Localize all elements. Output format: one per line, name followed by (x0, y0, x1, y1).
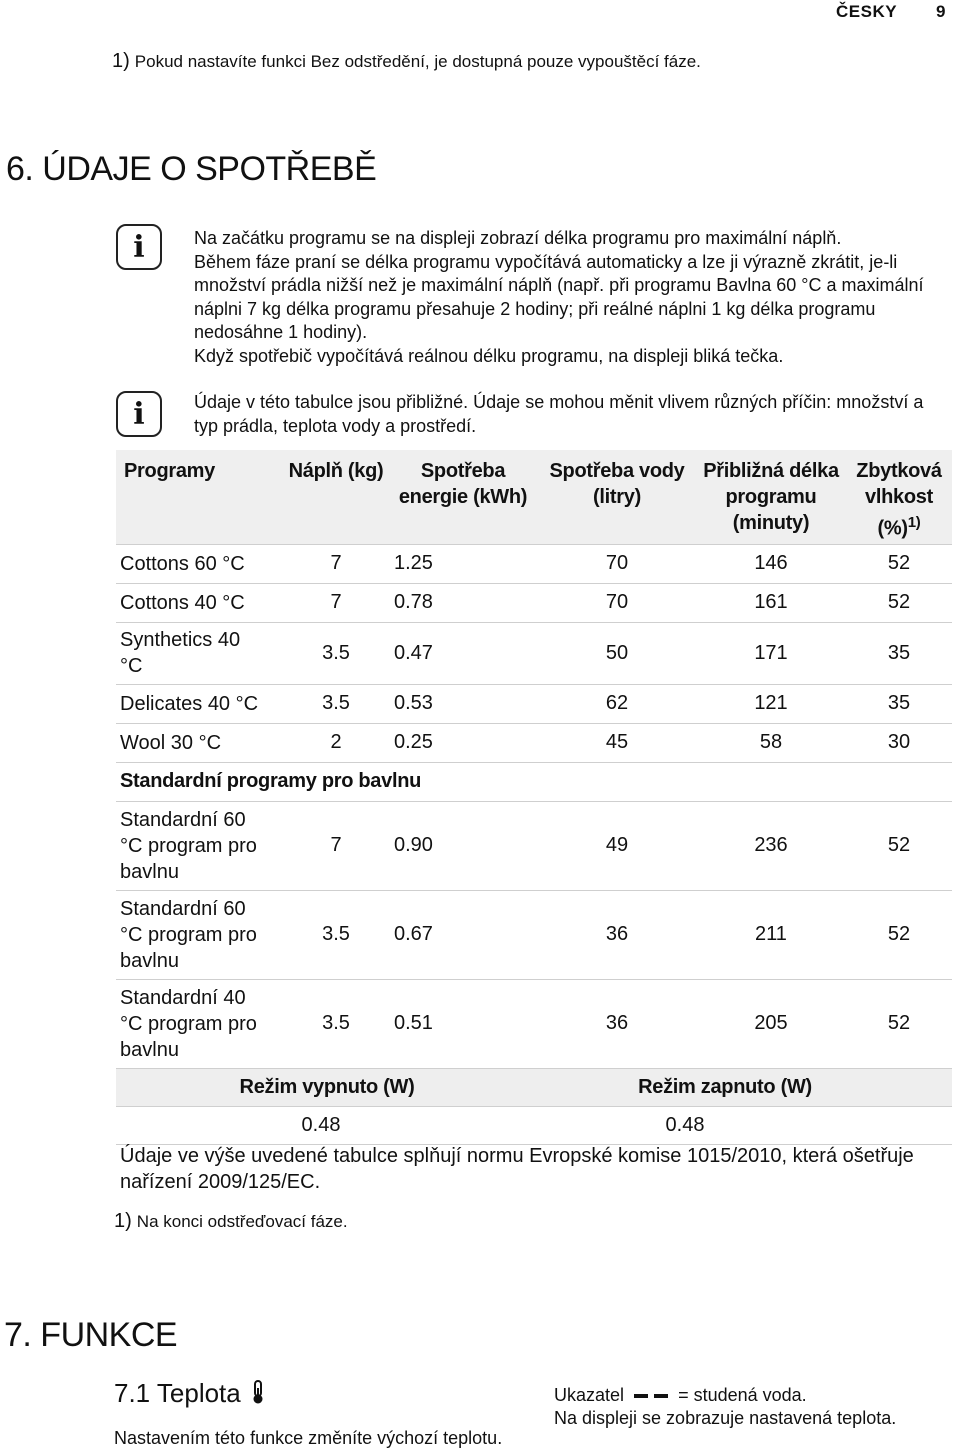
consumption-table (116, 450, 952, 1145)
section-6-title: 6. ÚDAJE O SPOTŘEBĚ (6, 150, 377, 188)
bottom-footnote (114, 1210, 348, 1233)
cold-water-dashes-icon (631, 1384, 671, 1407)
thermometer-icon (252, 1380, 264, 1404)
cell-energy: 0.47 (388, 622, 538, 684)
header-load: Náplň (kg) (284, 450, 388, 544)
cell-duration: 236 (696, 801, 846, 890)
cell-water: 49 (538, 801, 696, 890)
header-moisture-mark: 1) (907, 514, 921, 531)
cell-moisture: 52 (846, 544, 952, 583)
footnote-text: Pokud nastavíte funkci Bez odstředění, je dostupná pouze vypouštěcí fáze. (134, 52, 701, 71)
cell-program: Synthetics 40 °C (116, 622, 284, 684)
cell-water: 62 (538, 684, 696, 723)
cell-water: 36 (538, 890, 696, 979)
cell-energy: 0.90 (388, 801, 538, 890)
header-language: ČESKY (836, 2, 898, 21)
cell-duration: 161 (696, 583, 846, 622)
cell-energy: 0.25 (388, 723, 538, 762)
info-icon: i (116, 224, 162, 270)
info-line-1: Na začátku programu se na displeji zobrazí délka programu pro maximální náplň. (194, 228, 842, 248)
cell-load: 7 (284, 583, 388, 622)
power-off-value: 0.48 (116, 1106, 538, 1144)
info-block-2: Údaje v této tabulce jsou přibližné. Údaje se mohou měnit vlivem různých příčin: množství a typ prádla, teplota vody a prostředí. (194, 392, 924, 436)
power-off-label: Režim vypnuto (W) (116, 1068, 538, 1106)
cell-program: Cottons 60 °C (116, 544, 284, 583)
table-row (116, 583, 952, 622)
indicator-prefix: Ukazatel (554, 1385, 625, 1405)
cell-program: Cottons 40 °C (116, 583, 284, 622)
cell-moisture: 52 (846, 583, 952, 622)
info-icon: i (116, 391, 162, 437)
display-note: Na displeji se zobrazuje nastavená teplota. (554, 1408, 897, 1428)
table-row (116, 979, 952, 1068)
cell-duration: 205 (696, 979, 846, 1068)
cell-water: 70 (538, 583, 696, 622)
table-row (116, 801, 952, 890)
cell-moisture: 52 (846, 979, 952, 1068)
indicator-line (554, 1384, 896, 1407)
compliance-note: Údaje ve výše uvedené tabulce splňují normu Evropské komise 1015/2010, která ošetřuje nařízení 2009/125/EC. (120, 1145, 914, 1193)
cell-moisture: 35 (846, 684, 952, 723)
cell-water: 70 (538, 544, 696, 583)
cell-load: 2 (284, 723, 388, 762)
cell-load: 3.5 (284, 622, 388, 684)
power-mode-value-row (116, 1106, 952, 1144)
info-line-2: Během fáze praní se délka programu vypočítává automaticky a lze ji výrazně zkrátit, je-li množství prádla nižší než je maximální náplň (např. při programu Bavlna 60 °C a maximální náplni 7 kg délka programu přesahuje 2 hodiny; při reálné náplni 1 kg délka programu nedosáhne 1 hodiny). (194, 251, 924, 342)
power-on-value: 0.48 (538, 1106, 952, 1144)
subsection-title (114, 1378, 264, 1409)
cell-duration: 146 (696, 544, 846, 583)
info-block-1 (194, 227, 946, 368)
cell-energy: 1.25 (388, 544, 538, 583)
table-row (116, 723, 952, 762)
cell-program: Wool 30 °C (116, 723, 284, 762)
header-duration: Přibližná délka programu (minuty) (696, 450, 846, 544)
power-on-label: Režim zapnuto (W) (538, 1068, 952, 1106)
cell-load: 3.5 (284, 979, 388, 1068)
header-energy: Spotřeba energie (kWh) (388, 450, 538, 544)
cell-duration: 211 (696, 890, 846, 979)
cell-energy: 0.51 (388, 979, 538, 1068)
header-moisture (846, 450, 952, 544)
table-row (116, 622, 952, 684)
indicator-note (554, 1384, 896, 1430)
footnote-mark: 1) (112, 50, 130, 72)
cell-water: 45 (538, 723, 696, 762)
footnote-mark: 1) (114, 1210, 132, 1232)
indicator-suffix: = studená voda. (678, 1385, 807, 1405)
header-moisture-label: Zbytková vlhkost (%) (856, 460, 942, 540)
table-row (116, 684, 952, 723)
cell-moisture: 35 (846, 622, 952, 684)
cell-water: 36 (538, 979, 696, 1068)
cell-program: Standardní 60 °C program pro bavlnu (116, 890, 284, 979)
cell-duration: 121 (696, 684, 846, 723)
power-mode-header-row (116, 1068, 952, 1106)
header-water: Spotřeba vody (litry) (538, 450, 696, 544)
top-footnote (112, 50, 701, 73)
section-7-title: 7. FUNKCE (4, 1316, 178, 1354)
cell-program: Delicates 40 °C (116, 684, 284, 723)
table-subheading-row (116, 762, 952, 801)
page-number: 9 (936, 2, 946, 21)
cell-water: 50 (538, 622, 696, 684)
cell-program: Standardní 60 °C program pro bavlnu (116, 801, 284, 890)
footnote-text: Na konci odstřeďovací fáze. (136, 1212, 348, 1231)
cell-energy: 0.67 (388, 890, 538, 979)
table-row (116, 890, 952, 979)
table-row (116, 544, 952, 583)
cell-moisture: 52 (846, 801, 952, 890)
header-programs: Programy (116, 450, 284, 544)
cell-load: 7 (284, 801, 388, 890)
cell-load: 7 (284, 544, 388, 583)
cell-duration: 171 (696, 622, 846, 684)
cell-load: 3.5 (284, 890, 388, 979)
cell-moisture: 52 (846, 890, 952, 979)
cell-moisture: 30 (846, 723, 952, 762)
info-line-3: Když spotřebič vypočítává reálnou délku programu, na displeji bliká tečka. (194, 345, 784, 366)
cell-energy: 0.78 (388, 583, 538, 622)
cell-energy: 0.53 (388, 684, 538, 723)
table-subheading: Standardní programy pro bavlnu (116, 762, 952, 801)
table-header-row (116, 450, 952, 544)
function-description: Nastavením této funkce změníte výchozí teplotu. (114, 1428, 503, 1448)
cell-load: 3.5 (284, 684, 388, 723)
cell-program: Standardní 40 °C program pro bavlnu (116, 979, 284, 1068)
cell-duration: 58 (696, 723, 846, 762)
subsection-title-text: 7.1 Teplota (114, 1378, 241, 1408)
